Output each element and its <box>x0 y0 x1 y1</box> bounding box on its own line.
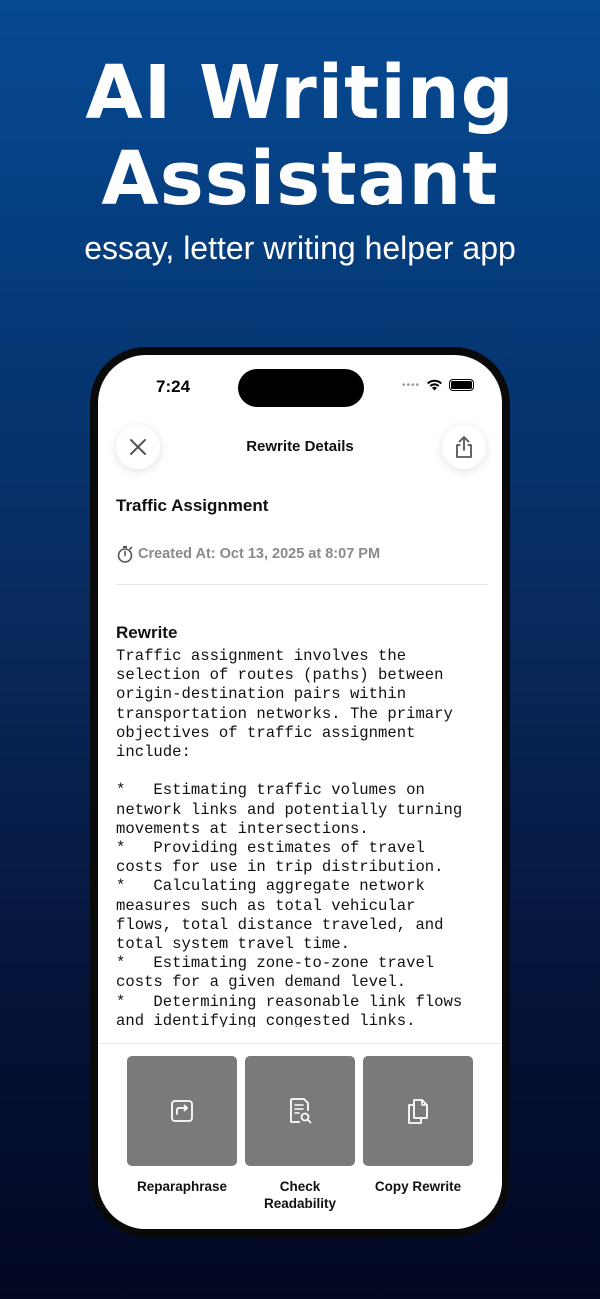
nav-title: Rewrite Details <box>246 438 354 455</box>
status-icons <box>402 379 474 391</box>
share-button[interactable] <box>442 425 486 469</box>
headline-line-1: AI Writing <box>85 50 515 136</box>
created-at <box>116 545 380 563</box>
check-readability-label: Check Readability <box>263 1179 337 1211</box>
check-readability-button[interactable] <box>244 1056 356 1212</box>
promo-headline <box>0 50 600 222</box>
reparaphrase-button[interactable] <box>126 1056 238 1195</box>
phone-frame <box>90 347 510 1237</box>
signal-icon: •••• <box>401 379 420 391</box>
phone-screen <box>98 355 502 1229</box>
dynamic-island <box>238 369 364 407</box>
readability-icon <box>287 1097 313 1125</box>
copy-rewrite-label: Copy Rewrite <box>374 1179 462 1194</box>
created-at-text: Created At: Oct 13, 2025 at 8:07 PM <box>138 546 381 562</box>
divider <box>116 584 488 585</box>
battery-icon <box>449 379 474 391</box>
copy-rewrite-tile[interactable] <box>363 1056 473 1166</box>
promo-subheadline: essay, letter writing helper app <box>84 230 516 266</box>
share-icon <box>454 435 474 459</box>
reparaphrase-label: Reparaphrase <box>136 1179 228 1194</box>
wifi-icon <box>426 379 443 391</box>
document-title: Traffic Assignment <box>116 496 269 515</box>
reparaphrase-tile[interactable] <box>127 1056 237 1166</box>
action-bar <box>98 1043 502 1229</box>
reparaphrase-icon <box>169 1098 195 1124</box>
copy-icon <box>404 1096 432 1126</box>
status-time: 7:24 <box>156 377 191 396</box>
check-readability-tile[interactable] <box>245 1056 355 1166</box>
rewrite-body: Traffic assignment involves the selection of routes (paths) between origin-destination pairs within transportation networks. The primary objectives of traffic assignment include: * Estimating traffic volumes on network links and potentially turning movements at intersections. * Providing estimates of travel costs for use in trip distribution. * Calculating aggregate network measures such as total vehicular flows, total distance traveled, and total system travel time. * Estimating zone-to-zone travel costs for a given demand level. * Determining reasonable link flows and identifying congested links. <box>116 647 463 1027</box>
headline-line-2: Assistant <box>101 136 499 222</box>
copy-rewrite-button[interactable] <box>362 1056 474 1195</box>
status-bar <box>98 355 502 415</box>
section-heading: Rewrite <box>116 623 178 642</box>
nav-bar <box>98 415 502 475</box>
stopwatch-icon <box>116 545 134 563</box>
